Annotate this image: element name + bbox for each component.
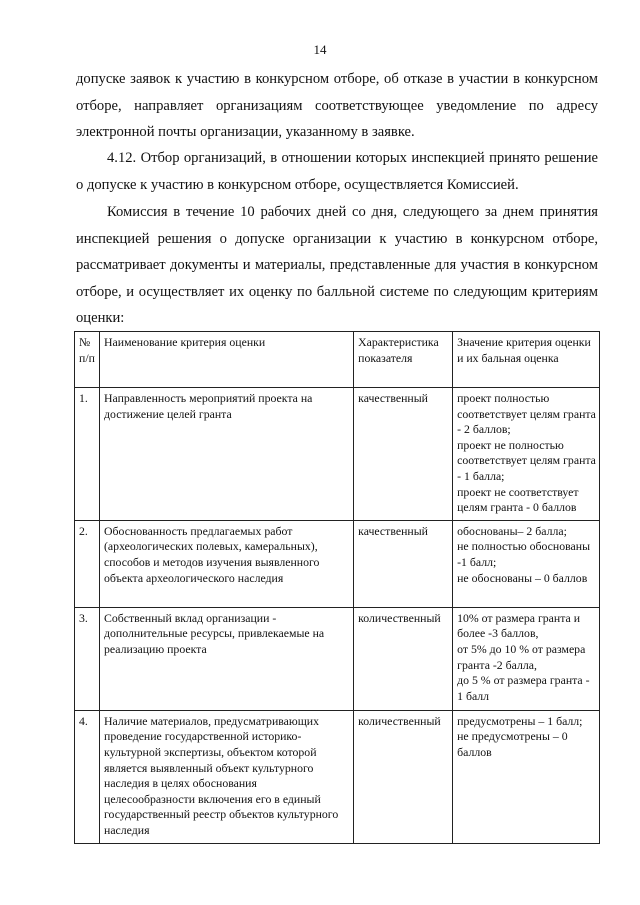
value-line: проект не полностью соответствует целям гранта - 1 балла; (457, 437, 596, 483)
row-number: 3. (75, 607, 100, 710)
table-row (75, 710, 600, 843)
criterion-name: Направленность мероприятий проекта на достижение целей гранта (100, 388, 354, 521)
table-row (75, 520, 600, 607)
header-criterion-name: Наименование критерия оценки (100, 332, 354, 388)
value-line: не предусмотрены – 0 баллов (457, 729, 568, 759)
criteria-table (74, 331, 600, 844)
value-line: от 5% до 10 % от размера гранта -2 балла, (457, 641, 586, 672)
characteristic-type: качественный (354, 388, 453, 521)
table-row (75, 388, 600, 521)
page-number: 14 (313, 42, 327, 57)
table-header-row (75, 332, 600, 388)
row-number: 4. (75, 710, 100, 843)
criterion-name: Обоснованность предлагаемых работ (археологических полевых, камеральных), способов и методов изучения выявленного объекта археологического наследия (100, 520, 354, 607)
header-number: № п/п (75, 332, 100, 388)
value-line: проект полностью соответствует целям гранта - 2 баллов; (457, 391, 596, 437)
criterion-name: Наличие материалов, предусматривающих проведение государственной историко-культурной экспертизы, объектом которой является выявленный объект культурного наследия в целях обоснования целесообразности включения его в единый государственный реестр объектов культурного наследия (100, 710, 354, 843)
paragraph-commission-review: Комиссия в течение 10 рабочих дней со дня, следующего за днем принятия инспекцией решения о допуске организации к участию в конкурсном отборе, рассматривает документы и материалы, представленные для участия в конкурсном отборе, и осуществляет их оценку по балльной системе по следующим критериям оценки: (76, 204, 598, 326)
value-line: не обоснованы – 0 баллов (457, 570, 588, 585)
characteristic-type: количественный (354, 607, 453, 710)
header-criterion-value: Значение критерия оценки и их бальная оценка (453, 332, 600, 388)
criterion-name: Собственный вклад организации - дополнительные ресурсы, привлекаемые на реализацию проекта (100, 607, 354, 710)
criterion-values (453, 607, 600, 710)
paragraph-selection-commission: 4.12. Отбор организаций, в отношении которых инспекцией принято решение о допуске к участию в конкурсном отборе, осуществляется Комиссией. (76, 150, 598, 193)
characteristic-type: качественный (354, 520, 453, 607)
value-line: предусмотрены – 1 балл; (457, 713, 583, 728)
criterion-values (453, 710, 600, 843)
characteristic-type: количественный (354, 710, 453, 843)
row-number: 2. (75, 520, 100, 607)
value-line: не полностью обоснованы -1 балл; (457, 539, 591, 569)
criterion-values (453, 520, 600, 607)
value-line: 10% от размера гранта и более -3 баллов, (457, 610, 581, 641)
paragraph-notification: допуске заявок к участию в конкурсном отборе, об отказе в участии в конкурсном отборе, направляет организациям соответствующее уведомление по адресу электронной почты организации, указанному в заявке. (76, 71, 598, 140)
value-line: до 5 % от размера гранта - 1 балл (457, 673, 590, 703)
row-number: 1. (75, 388, 100, 521)
criterion-values (453, 388, 600, 521)
value-line: обоснованы– 2 балла; (457, 523, 567, 538)
table-row (75, 607, 600, 710)
value-line: проект не соответствует целям гранта - 0 баллов (457, 484, 579, 515)
header-characteristic: Характеристика показателя (354, 332, 453, 388)
